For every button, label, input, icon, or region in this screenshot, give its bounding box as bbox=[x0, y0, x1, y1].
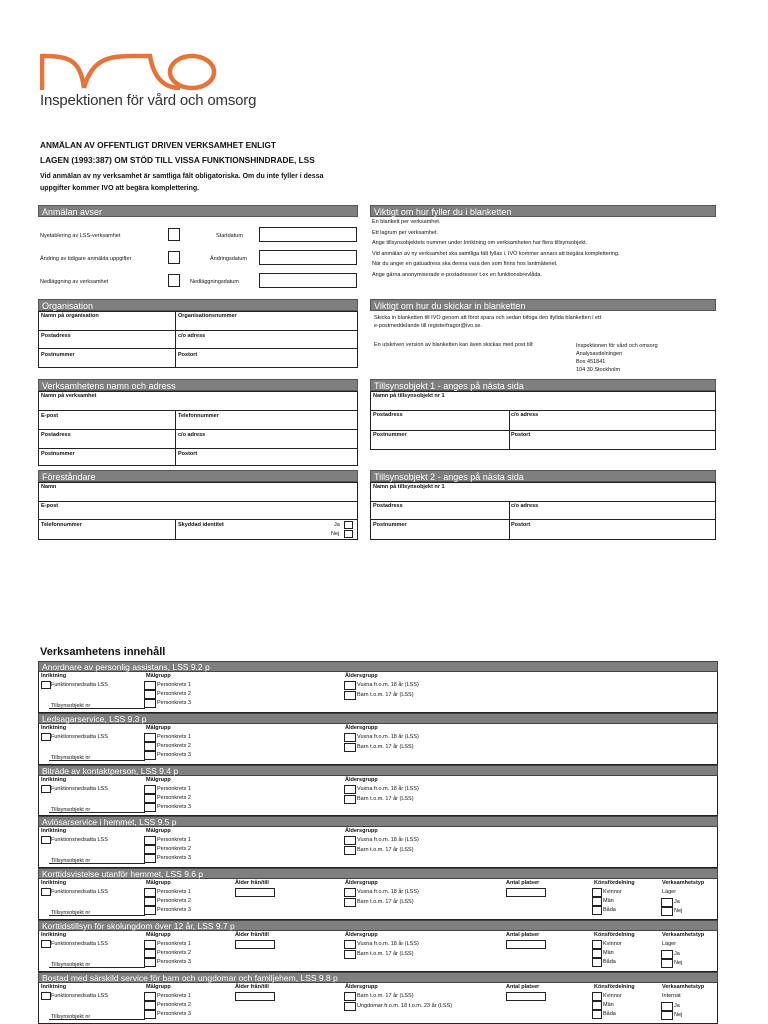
postnummer-label: Postnummer bbox=[373, 522, 407, 528]
tillsyn2-form bbox=[370, 482, 716, 540]
antal-header: Antal platser bbox=[506, 932, 540, 938]
section-header: Avlösarservice i hemmet, LSS 9.5 p bbox=[38, 816, 718, 827]
ivo-logo bbox=[40, 52, 220, 92]
personkrets-label: Personkrets 3 bbox=[157, 907, 191, 914]
innehall-section bbox=[38, 713, 718, 765]
kon-label: Båda bbox=[603, 959, 616, 965]
anmalan-section bbox=[38, 218, 358, 296]
innehall-section bbox=[38, 972, 718, 1024]
personkrets-checkbox[interactable] bbox=[144, 690, 156, 699]
aldersgrupp-checkbox[interactable] bbox=[344, 691, 356, 700]
kon-header: Könsfördelning bbox=[594, 880, 635, 887]
personkrets-checkbox[interactable] bbox=[144, 958, 156, 967]
tillsynsobjekt-label: Tillsynsobjekt nr bbox=[51, 910, 91, 917]
aldersgrupp-label: Barn t.o.m. 17 år (LSS) bbox=[357, 951, 414, 957]
tillsyn2-header: Tillsynsobjekt 2 - anges på nästa sida bbox=[370, 470, 716, 482]
alder-field[interactable] bbox=[235, 940, 275, 949]
tillsynsobjekt-label: Tillsynsobjekt nr bbox=[51, 806, 91, 813]
tillsyn1-form bbox=[370, 391, 716, 450]
kon-label: Kvinnor bbox=[603, 941, 622, 947]
nej-label: Nej bbox=[331, 531, 340, 537]
personkrets-label: Personkrets 3 bbox=[157, 959, 191, 965]
nej-checkbox[interactable] bbox=[661, 907, 673, 916]
aldersgrupp-label: Barn t.o.m. 17 år (LSS) bbox=[357, 692, 414, 698]
personkrets-label: Personkrets 2 bbox=[157, 1001, 191, 1008]
personkrets-checkbox[interactable] bbox=[144, 845, 156, 854]
info-line: Ange gärna anonymiserade e-postadresser t.ex en funktionsbrevlåda. bbox=[372, 271, 542, 278]
inriktning-header: Inriktning bbox=[41, 828, 67, 835]
org-name: Inspektionen för vård och omsorg bbox=[40, 92, 257, 109]
personkrets-checkbox[interactable] bbox=[144, 803, 156, 812]
funktionsnedsatta-label: Funktionsnedsatta LSS bbox=[51, 785, 108, 792]
kon-checkbox[interactable] bbox=[592, 888, 602, 897]
namn-verksamhet-label: Namn på verksamhet bbox=[41, 393, 97, 399]
funktionsnedsatta-checkbox[interactable] bbox=[41, 888, 51, 896]
aldersgrupp-checkbox[interactable] bbox=[344, 888, 356, 897]
alder-header: Ålder från/till bbox=[235, 932, 269, 938]
aldersgrupp-checkbox[interactable] bbox=[344, 1002, 356, 1011]
aldersgrupp-checkbox[interactable] bbox=[344, 940, 356, 949]
option-nedlaggning-label: Nedläggning av verksamhet bbox=[40, 279, 109, 285]
section-body bbox=[38, 672, 718, 713]
tillsynsobjekt-label: Tillsynsobjekt nr bbox=[51, 754, 91, 761]
info-line: En blankett per verksamhet. bbox=[372, 219, 441, 225]
section-header: Biträde av kontaktperson, LSS 9.4 p bbox=[38, 765, 718, 776]
intro-text: Vid anmälan av ny verksamhet är samtliga fält obligatoriska. Om du inte fyller i dessa uppgifter kommer IVO att begära komplettering. bbox=[40, 173, 324, 192]
malgrupp-header: Målgrupp bbox=[146, 932, 171, 938]
personkrets-checkbox[interactable] bbox=[144, 940, 156, 949]
info-line: När du anger en gatuadress ska denna vara den som finns hos lantmäteriet. bbox=[372, 261, 558, 267]
aldersgrupp-checkbox[interactable] bbox=[344, 743, 356, 752]
postort-label: Postort bbox=[511, 432, 531, 438]
nej-checkbox[interactable] bbox=[344, 530, 353, 538]
personkrets-checkbox[interactable] bbox=[144, 897, 156, 906]
aldersgrupp-checkbox[interactable] bbox=[344, 836, 356, 845]
ja-checkbox[interactable] bbox=[661, 898, 673, 907]
postadress-label: Postadress bbox=[373, 503, 403, 509]
funktionsnedsatta-label: Funktionsnedsatta LSS bbox=[51, 733, 108, 740]
aldersgrupp-label: Barn t.o.m. 17 år (LSS) bbox=[357, 992, 414, 999]
personkrets-checkbox[interactable] bbox=[144, 836, 156, 845]
nedlaggningsdatum-label: Nedläggningsdatum bbox=[190, 279, 239, 285]
tillsynsobjekt-label: Tillsynsobjekt nr bbox=[51, 1013, 91, 1020]
aldersgrupp-label: Vuxna fr.o.m. 18 år (LSS) bbox=[357, 682, 419, 688]
aldersgrupp-checkbox[interactable] bbox=[344, 785, 356, 794]
nej-checkbox[interactable] bbox=[661, 1011, 673, 1020]
address-line: Box 451841 bbox=[576, 359, 606, 365]
personkrets-checkbox[interactable] bbox=[144, 1010, 156, 1019]
funktionsnedsatta-label: Funktionsnedsatta LSS bbox=[51, 941, 108, 947]
aldersgrupp-label: Vuxna fr.o.m. 18 år (LSS) bbox=[357, 785, 419, 792]
personkrets-label: Personkrets 3 bbox=[157, 751, 191, 758]
funktionsnedsatta-label: Funktionsnedsatta LSS bbox=[51, 682, 108, 688]
co-adress-label: c/o adress bbox=[178, 432, 206, 438]
section-body bbox=[38, 776, 718, 817]
postort-label: Postort bbox=[178, 352, 198, 358]
personkrets-checkbox[interactable] bbox=[144, 681, 156, 690]
section-header: Ledsagarservice, LSS 9.3 p bbox=[38, 713, 718, 724]
postnummer-label: Postnummer bbox=[41, 352, 75, 358]
malgrupp-header: Målgrupp bbox=[146, 673, 171, 679]
personkrets-checkbox[interactable] bbox=[144, 1001, 156, 1010]
tillsyn-namn-label: Namn på tillsynsobjekt nr 1 bbox=[373, 484, 445, 490]
aldersgrupp-label: Barn t.o.m. 17 år (LSS) bbox=[357, 847, 414, 854]
aldersgrupp-header: Åldersgrupp bbox=[345, 828, 378, 835]
address-line: 104 30 Stockholm bbox=[576, 367, 621, 373]
nej-label: Nej bbox=[674, 960, 683, 966]
address-line: Analysavdelningen bbox=[576, 351, 623, 357]
funktionsnedsatta-checkbox[interactable] bbox=[41, 836, 51, 844]
personkrets-checkbox[interactable] bbox=[144, 992, 156, 1001]
personkrets-label: Personkrets 1 bbox=[157, 785, 191, 792]
personkrets-label: Personkrets 2 bbox=[157, 898, 191, 905]
anmalan-header: Anmälan avser bbox=[38, 205, 358, 217]
typ-header: Verksamhetstyp bbox=[662, 880, 705, 887]
aldersgrupp-checkbox[interactable] bbox=[344, 950, 356, 959]
nedlaggningsdatum-field[interactable] bbox=[259, 273, 357, 288]
personkrets-label: Personkrets 1 bbox=[157, 889, 191, 896]
kon-label: Båda bbox=[603, 1010, 616, 1017]
malgrupp-header: Målgrupp bbox=[146, 776, 171, 783]
malgrupp-header: Målgrupp bbox=[146, 880, 171, 887]
typ-header: Verksamhetstyp bbox=[662, 983, 705, 990]
post-address bbox=[576, 342, 658, 374]
info-line: Vid anmälan av ny verksamhet ska samtliga fält fyllas i. IVO kommer annars att begära komplettering. bbox=[372, 250, 620, 257]
funktionsnedsatta-label: Funktionsnedsatta LSS bbox=[51, 992, 108, 999]
verksamhetstyp-label: Internat bbox=[662, 992, 681, 999]
namn-org-label: Namn på organisation bbox=[41, 313, 99, 319]
personkrets-label: Personkrets 2 bbox=[157, 794, 191, 801]
kon-header: Könsfördelning bbox=[594, 983, 635, 990]
aldersgrupp-label: Vuxna fr.o.m. 18 år (LSS) bbox=[357, 733, 419, 740]
section-header: Bostad med särskild service för barn och ungdomar och familjehem, LSS 9.8 p bbox=[38, 972, 718, 983]
tillsynsobjekt-label: Tillsynsobjekt nr bbox=[51, 962, 91, 968]
tillsyn-namn-label: Namn på tillsynsobjekt nr 1 bbox=[373, 393, 445, 399]
form-title-line2: LAGEN (1993:387) OM STÖD TILL VISSA FUNKTIONSHINDRADE, LSS bbox=[40, 155, 315, 165]
kon-label: Båda bbox=[603, 907, 616, 914]
post-intro: En utskriven version av blanketten kan även skickas med post till: bbox=[374, 342, 534, 348]
info-line: Ett lagrum per verksamhet. bbox=[372, 229, 439, 236]
personkrets-label: Personkrets 2 bbox=[157, 691, 191, 697]
kon-checkbox[interactable] bbox=[592, 897, 602, 906]
personkrets-label: Personkrets 1 bbox=[157, 733, 191, 740]
kon-label: Kvinnor bbox=[603, 992, 622, 999]
alder-header: Ålder från/till bbox=[235, 983, 269, 990]
forestandare-header: Föreståndare bbox=[38, 470, 358, 482]
nej-checkbox[interactable] bbox=[661, 959, 673, 968]
tillsyn1-header: Tillsynsobjekt 1 - anges på nästa sida bbox=[370, 379, 716, 391]
antal-field[interactable] bbox=[506, 888, 546, 897]
funktionsnedsatta-checkbox[interactable] bbox=[41, 681, 51, 689]
section-header: Anordnare av personlig assistans, LSS 9.2 p bbox=[38, 661, 718, 672]
forestandare-form bbox=[38, 482, 358, 540]
nyetablering-checkbox[interactable] bbox=[168, 228, 180, 241]
personkrets-label: Personkrets 1 bbox=[157, 992, 191, 999]
verksamhet-form bbox=[38, 391, 358, 466]
kon-label: Män bbox=[603, 1001, 614, 1008]
personkrets-checkbox[interactable] bbox=[144, 733, 156, 742]
postadress-label: Postadress bbox=[373, 412, 403, 418]
kon-checkbox[interactable] bbox=[592, 992, 602, 1001]
aldersgrupp-header: Åldersgrupp bbox=[345, 932, 378, 938]
orgnr-label: Organisationsnummer bbox=[178, 313, 237, 319]
aldersgrupp-label: Vuxna fr.o.m. 18 år (LSS) bbox=[357, 837, 419, 844]
verksamhetstyp-label: Läger bbox=[662, 941, 677, 947]
innehall-section bbox=[38, 920, 718, 972]
aldersgrupp-checkbox[interactable] bbox=[344, 681, 356, 690]
personkrets-checkbox[interactable] bbox=[144, 794, 156, 803]
funktionsnedsatta-checkbox[interactable] bbox=[41, 785, 51, 793]
funktionsnedsatta-checkbox[interactable] bbox=[41, 992, 51, 1000]
personkrets-label: Personkrets 3 bbox=[157, 700, 191, 706]
aldersgrupp-checkbox[interactable] bbox=[344, 992, 356, 1001]
aldersgrupp-checkbox[interactable] bbox=[344, 846, 356, 855]
alder-field[interactable] bbox=[235, 992, 275, 1001]
aldersgrupp-label: Barn t.o.m. 17 år (LSS) bbox=[357, 743, 414, 750]
option-andring-label: Ändring av tidigare anmälda uppgifter bbox=[40, 256, 132, 262]
kon-checkbox[interactable] bbox=[592, 958, 602, 967]
postadress-label: Postadress bbox=[41, 333, 71, 339]
kon-checkbox[interactable] bbox=[592, 906, 602, 915]
address-line: Inspektionen för vård och omsorg bbox=[576, 343, 658, 349]
form-title-line1: ANMÄLAN AV OFFENTLIGT DRIVEN VERKSAMHET ENLIGT bbox=[40, 140, 276, 150]
startdatum-label: Startdatum bbox=[216, 233, 243, 239]
verksamhetstyp-label: Läger bbox=[662, 889, 677, 896]
ja-label: Ja bbox=[674, 1002, 680, 1009]
postort-label: Postort bbox=[178, 451, 198, 457]
funktionsnedsatta-label: Funktionsnedsatta LSS bbox=[51, 889, 108, 896]
epost-label: E-post bbox=[41, 503, 59, 509]
antal-header: Antal platser bbox=[506, 983, 540, 990]
inriktning-header: Inriktning bbox=[41, 983, 67, 990]
innehall-sections bbox=[38, 661, 718, 1024]
antal-field[interactable] bbox=[506, 940, 546, 949]
personkrets-checkbox[interactable] bbox=[144, 699, 156, 708]
kon-checkbox[interactable] bbox=[592, 1010, 602, 1019]
organisation-form bbox=[38, 311, 358, 368]
innehall-heading: Verksamhetens innehåll bbox=[40, 646, 166, 658]
section-body bbox=[38, 931, 718, 972]
ja-checkbox[interactable] bbox=[661, 950, 673, 959]
viktigt-skickar-text bbox=[374, 314, 714, 330]
kon-header: Könsfördelning bbox=[594, 932, 635, 938]
personkrets-label: Personkrets 1 bbox=[157, 837, 191, 844]
personkrets-checkbox[interactable] bbox=[144, 906, 156, 915]
aldersgrupp-label: Ungdomar fr.o.m. 18 t.o.m. 23 år (LSS) bbox=[357, 1002, 453, 1009]
ja-checkbox[interactable] bbox=[661, 1002, 673, 1011]
startdatum-field[interactable] bbox=[259, 227, 357, 242]
aldersgrupp-label: Barn t.o.m. 17 år (LSS) bbox=[357, 795, 414, 802]
aldersgrupp-label: Vuxna fr.o.m. 18 år (LSS) bbox=[357, 889, 419, 896]
section-header: Korttidsvistelse utanför hemmet, LSS 9.6 p bbox=[38, 868, 718, 879]
section-body bbox=[38, 879, 718, 920]
postadress-label: Postadress bbox=[41, 432, 71, 438]
ja-label: Ja bbox=[674, 899, 680, 906]
ja-label: Ja bbox=[334, 522, 340, 528]
section-body bbox=[38, 827, 718, 868]
nedlaggning-checkbox[interactable] bbox=[168, 274, 180, 287]
personkrets-label: Personkrets 3 bbox=[157, 803, 191, 810]
aldersgrupp-header: Åldersgrupp bbox=[345, 880, 378, 887]
kon-checkbox[interactable] bbox=[592, 949, 602, 958]
tillsynsobjekt-label: Tillsynsobjekt nr bbox=[51, 703, 91, 709]
funktionsnedsatta-checkbox[interactable] bbox=[41, 940, 51, 948]
verksamhet-header: Verksamhetens namn och adress bbox=[38, 379, 358, 391]
funktionsnedsatta-label: Funktionsnedsatta LSS bbox=[51, 837, 108, 844]
antal-field[interactable] bbox=[506, 992, 546, 1001]
nej-label: Nej bbox=[674, 1011, 683, 1018]
ja-checkbox[interactable] bbox=[344, 521, 353, 529]
postnummer-label: Postnummer bbox=[373, 432, 407, 438]
personkrets-checkbox[interactable] bbox=[144, 785, 156, 794]
section-body bbox=[38, 724, 718, 765]
personkrets-label: Personkrets 1 bbox=[157, 941, 191, 947]
option-nyetablering-label: Nyetablering av LSS-verksamhet bbox=[40, 233, 121, 239]
co-adress-label: c/o adress bbox=[178, 333, 206, 339]
personkrets-label: Personkrets 3 bbox=[157, 1010, 191, 1017]
section-header: Korttidstillsyn för skolungdom över 12 år, LSS 9.7 p bbox=[38, 920, 718, 931]
organisation-header: Organisation bbox=[38, 299, 358, 311]
personkrets-checkbox[interactable] bbox=[144, 854, 156, 863]
kon-label: Män bbox=[603, 898, 614, 905]
innehall-section bbox=[38, 661, 718, 713]
personkrets-checkbox[interactable] bbox=[144, 742, 156, 751]
personkrets-checkbox[interactable] bbox=[144, 751, 156, 760]
innehall-section bbox=[38, 816, 718, 868]
innehall-section bbox=[38, 765, 718, 817]
info-line: Ange tillsynsobjektets nummer under Inriktning om verksamheten har flera tillsynsobjekt. bbox=[372, 240, 588, 246]
personkrets-label: Personkrets 2 bbox=[157, 846, 191, 853]
malgrupp-header: Målgrupp bbox=[146, 983, 171, 990]
kon-label: Män bbox=[603, 950, 614, 956]
inriktning-header: Inriktning bbox=[41, 932, 67, 938]
malgrupp-header: Målgrupp bbox=[146, 828, 171, 835]
personkrets-label: Personkrets 3 bbox=[157, 855, 191, 862]
nej-label: Nej bbox=[674, 908, 683, 915]
andring-checkbox[interactable] bbox=[168, 251, 180, 264]
tillsynsobjekt-label: Tillsynsobjekt nr bbox=[51, 858, 91, 865]
skicka-line1: Skicka in blanketten till IVO genom att först spara och sedan bifoga den ifyllda blanketten i ett bbox=[374, 315, 602, 321]
typ-header: Verksamhetstyp bbox=[662, 932, 705, 938]
inriktning-header: Inriktning bbox=[41, 724, 67, 731]
aldersgrupp-checkbox[interactable] bbox=[344, 733, 356, 742]
funktionsnedsatta-checkbox[interactable] bbox=[41, 733, 51, 741]
personkrets-label: Personkrets 1 bbox=[157, 682, 191, 688]
postnummer-label: Postnummer bbox=[41, 451, 75, 457]
kon-label: Kvinnor bbox=[603, 889, 622, 896]
inriktning-header: Inriktning bbox=[41, 673, 67, 679]
personkrets-checkbox[interactable] bbox=[144, 888, 156, 897]
viktigt-fyller-list bbox=[372, 217, 717, 280]
inriktning-header: Inriktning bbox=[41, 776, 67, 783]
kon-checkbox[interactable] bbox=[592, 940, 602, 949]
aldersgrupp-header: Åldersgrupp bbox=[345, 983, 378, 990]
andringsdatum-field[interactable] bbox=[259, 250, 357, 265]
namn-label: Namn bbox=[41, 484, 57, 490]
viktigt-fyller-header: Viktigt om hur fyller du i blanketten bbox=[370, 205, 716, 217]
co-adress-label: c/o adress bbox=[511, 412, 539, 418]
personkrets-label: Personkrets 2 bbox=[157, 742, 191, 749]
aldersgrupp-checkbox[interactable] bbox=[344, 795, 356, 804]
personkrets-checkbox[interactable] bbox=[144, 949, 156, 958]
co-adress-label: c/o adress bbox=[511, 503, 539, 509]
malgrupp-header: Målgrupp bbox=[146, 724, 171, 731]
personkrets-label: Personkrets 2 bbox=[157, 950, 191, 956]
skyddad-label: Skyddad identitet bbox=[178, 522, 224, 528]
ja-label: Ja bbox=[674, 951, 680, 957]
section-body bbox=[38, 983, 718, 1024]
aldersgrupp-label: Vuxna fr.o.m. 18 år (LSS) bbox=[357, 941, 419, 947]
aldersgrupp-header: Åldersgrupp bbox=[345, 673, 378, 679]
postort-label: Postort bbox=[511, 522, 531, 528]
antal-header: Antal platser bbox=[506, 880, 540, 887]
alder-field[interactable] bbox=[235, 888, 275, 897]
kon-checkbox[interactable] bbox=[592, 1001, 602, 1010]
telefon-label: Telefonnummer bbox=[178, 413, 219, 419]
aldersgrupp-header: Åldersgrupp bbox=[345, 724, 378, 731]
aldersgrupp-checkbox[interactable] bbox=[344, 898, 356, 907]
aldersgrupp-header: Åldersgrupp bbox=[345, 776, 378, 783]
andringsdatum-label: Ändringsdatum bbox=[210, 256, 247, 262]
alder-header: Ålder från/till bbox=[235, 880, 269, 887]
telefon-label: Telefonnummer bbox=[41, 522, 82, 528]
skicka-line2: e-postmeddelande till registerfragor@ivo.se. bbox=[374, 323, 482, 329]
epost-label: E-post bbox=[41, 413, 59, 419]
viktigt-skickar-header: Viktigt om hur du skickar in blanketten bbox=[370, 299, 716, 311]
innehall-section bbox=[38, 868, 718, 920]
inriktning-header: Inriktning bbox=[41, 880, 67, 887]
aldersgrupp-label: Barn t.o.m. 17 år (LSS) bbox=[357, 899, 414, 906]
